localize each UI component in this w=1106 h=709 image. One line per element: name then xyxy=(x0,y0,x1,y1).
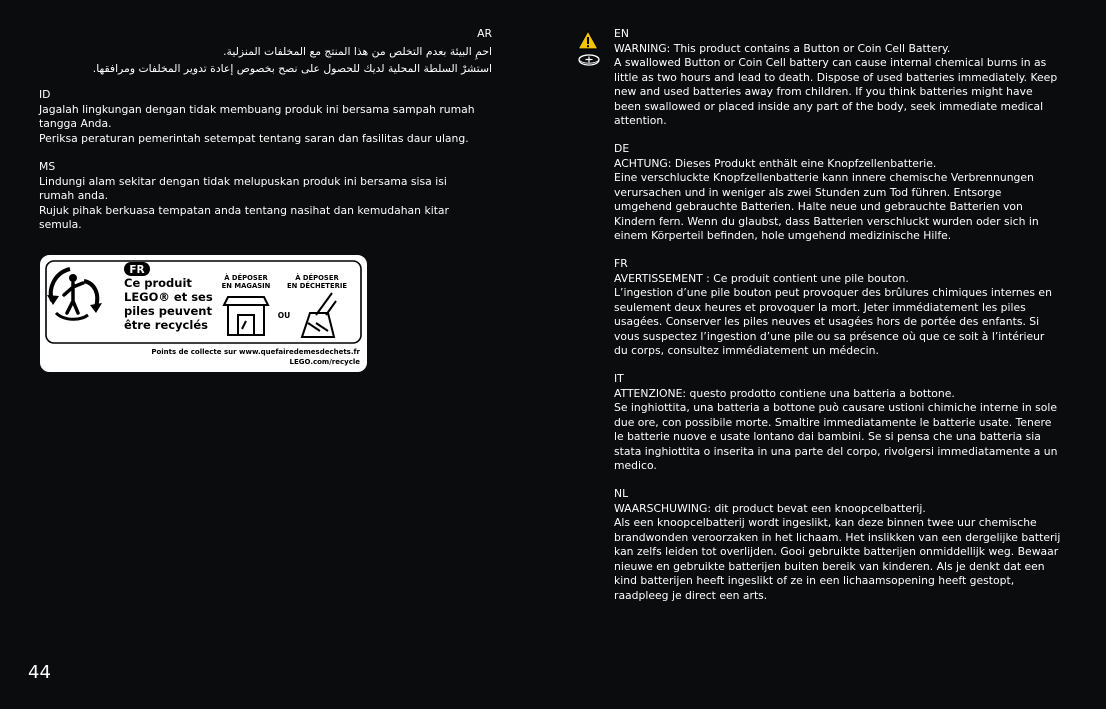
section-ms xyxy=(39,160,449,233)
section-line: le batterie nuove e usate lontano dai bambini. Se si pensa che una batteria sia xyxy=(614,430,1041,443)
label-country: FR xyxy=(129,264,145,276)
section-line: been swallowed or placed inside any part of the body, seek immediate medical xyxy=(614,99,1044,113)
section-code: DE xyxy=(614,142,630,155)
section-line: Als een knoopcelbatterij wordt ingeslikt, kan deze binnen twee uur chemische xyxy=(614,516,1037,529)
label-headline-line: LEGO® et ses xyxy=(124,290,213,304)
section-line: seulement deux heures et provoquer la mort. Jeter immédiatement les piles xyxy=(614,300,1026,314)
section-line: WAARSCHUWING: dit product bevat een knoopcelbatterij. xyxy=(614,501,926,515)
section-line: ATTENZIONE: questo prodotto contiene una batteria a bottone. xyxy=(614,386,955,400)
section-fr xyxy=(614,257,1052,359)
section-line: semula. xyxy=(39,218,82,231)
section-line: ACHTUNG: Dieses Produkt enthält eine Knopfzellenbatterie. xyxy=(614,156,937,170)
label-dump-line: EN DÉCHETERIE xyxy=(287,282,347,290)
section-line: Lindungi alam sekitar dengan tidak melupuskan produk ini bersama sisa isi xyxy=(39,174,447,188)
section-line: Kindern fern. Wenn du glaubst, dass Batterien verschluckt wurden oder sich in xyxy=(614,214,1039,228)
page-number: 44 xyxy=(28,662,51,683)
section-ar xyxy=(22,27,492,77)
section-line: new and used batteries away from children. If you think batteries might have xyxy=(614,85,1033,98)
section-line: استشرْ السلطة المحلية لديك للحصول على نصح بخصوص إعادة تدوير المخلفات ومرافقها. xyxy=(92,62,492,75)
section-line: tangga Anda. xyxy=(39,117,112,130)
section-line: einem Körperteil befinden, hole umgehend medizinische Hilfe. xyxy=(614,229,952,242)
section-line: Periksa peraturan pemerintah setempat tentang saran dan fasilitas daur ulang. xyxy=(39,131,469,145)
section-line: kind batterijen heeft ingeslikt of ze in een lichaamsopening heeft gestopt, xyxy=(614,574,1015,587)
section-en xyxy=(614,27,1057,129)
section-line: Jagalah lingkungan dengan tidak membuang produk ini bersama sampah rumah xyxy=(39,102,475,116)
section-line: raadpleeg je direct een arts. xyxy=(614,588,768,602)
section-line: umgehend gebrauchte Batterien. Halte neue und gebrauchte Batterien von xyxy=(614,200,1023,213)
section-line: احمِ البيئة بعدم التخلص من هذا المنتج مع المخلفات المنزلية. xyxy=(223,44,492,58)
section-de xyxy=(614,142,1039,244)
coin-cell-battery-icon xyxy=(578,54,600,66)
section-code: AR xyxy=(477,27,492,40)
section-line: medico. xyxy=(614,459,657,472)
section-line: brandwonden veroorzaken in het lichaam. Het inslikken van een dergelijke batterij xyxy=(614,530,1061,544)
section-code: IT xyxy=(614,372,624,385)
section-code: MS xyxy=(39,160,56,173)
section-id xyxy=(39,88,475,146)
section-line: attention. xyxy=(614,114,667,127)
section-line: Eine verschluckte Knopfzellenbatterie kann innere chemische Verbrennungen xyxy=(614,171,1034,184)
section-line: WARNING: This product contains a Button or Coin Cell Battery. xyxy=(614,41,951,55)
section-line: verursachen und in weniger als zwei Stunden zum Tod führen. Entsorge xyxy=(614,185,1002,199)
label-store-line: EN MAGASIN xyxy=(221,282,271,290)
section-line: L’ingestion d’une pile bouton peut provoquer des brûlures chimiques internes en xyxy=(614,286,1052,299)
label-or: OU xyxy=(277,311,291,320)
label-footer-line: LEGO.com/recycle xyxy=(289,358,360,366)
section-code: FR xyxy=(614,257,628,270)
section-line: rumah anda. xyxy=(39,189,109,202)
label-footer-line: Points de collecte sur www.quefairedemesdechets.fr xyxy=(151,348,360,356)
section-line: kan zelfs leiden tot overlijden. Gooi gebruikte batterijen onmiddellijk weg. Bewaar xyxy=(614,545,1059,558)
section-line: Se inghiottita, una batteria a bottone può causare ustioni chimiche interne in sole xyxy=(614,401,1057,414)
section-line: Rujuk pihak berkuasa tempatan anda tentang nasihat dan kemudahan kitar xyxy=(39,203,449,217)
warning-triangle-icon xyxy=(577,30,599,50)
label-headline-line: Ce produit xyxy=(124,276,192,290)
label-headline-line: être recyclés xyxy=(124,318,208,332)
section-line: vous suspectez l’ingestion d’une pile ou sa présence où que ce soit à l’intérieur xyxy=(614,329,1045,343)
section-code: NL xyxy=(614,487,629,500)
section-line: nieuwe en gebruikte batterijen buiten bereik van kinderen. Als je denkt dat een xyxy=(614,559,1045,573)
section-line: A swallowed Button or Coin Cell battery can cause internal chemical burns in as xyxy=(614,56,1047,69)
section-line: usagées. Conserver les piles neuves et usagées hors de portée des enfants. Si xyxy=(614,315,1040,328)
label-dump-line: À DÉPOSER xyxy=(295,274,339,282)
section-line: du corps, consultez immédiatement un médecin. xyxy=(614,344,879,357)
section-line: due ore, con possibile morte. Smaltire immediatamente le batterie usate. Tenere xyxy=(614,415,1052,429)
section-line: little as two hours and lead to death. Dispose of used batteries immediately. Keep xyxy=(614,70,1058,84)
section-line: stata inghiottita o inserita in una parte del corpo, rivolgersi immediatamente a un xyxy=(614,444,1058,458)
section-code: ID xyxy=(39,88,51,101)
section-line: AVERTISSEMENT : Ce produit contient une pile bouton. xyxy=(614,271,909,285)
label-store-line: À DÉPOSER xyxy=(224,274,268,282)
section-code: EN xyxy=(614,27,629,40)
label-headline-line: piles peuvent xyxy=(124,304,212,318)
fr-recycling-label xyxy=(40,255,367,372)
section-it xyxy=(614,372,1057,474)
section-nl xyxy=(614,487,1060,603)
